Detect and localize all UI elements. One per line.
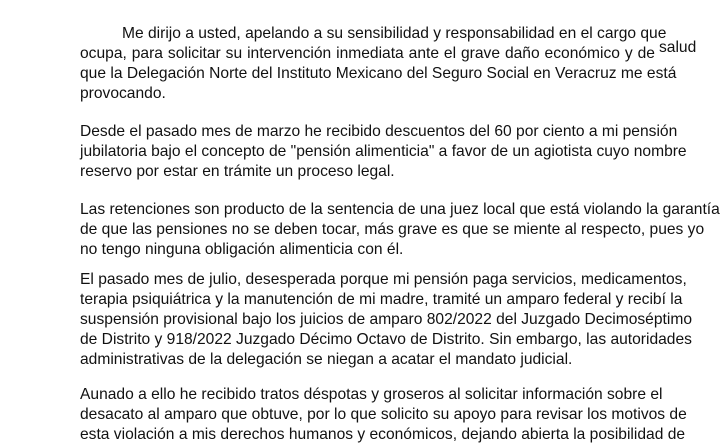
paragraph-line: esta violación a mis derechos humanos y económicos, dejando abierta la posibilidad de: [80, 426, 686, 443]
paragraph-3: [80, 200, 720, 260]
paragraph-line: no tengo ninguna obligación alimenticia con él.: [80, 241, 404, 258]
paragraph-line: administrativas de la delegación se niegan a acatar el mandato judicial.: [80, 351, 573, 368]
paragraph-line: Me dirijo a usted, apelando a su sensibilidad y responsabilidad en el cargo que: [122, 25, 667, 42]
paragraph-line: Las retenciones son producto de la sentencia de una juez local que está violando la garantía: [80, 201, 720, 218]
paragraph-line: ocupa, para solicitar su intervención inmediata ante el grave daño económico y de: [80, 45, 655, 62]
paragraph-line: provocando.: [80, 85, 166, 102]
paragraph-1: [80, 24, 697, 104]
paragraph-2: [80, 122, 687, 182]
paragraph-line: de Distrito y 918/2022 Juzgado Décimo Octavo de Distrito. Sin embargo, las autoridades: [80, 331, 692, 348]
paragraph-line: El pasado mes de julio, desesperada porque mi pensión paga servicios, medicamentos,: [80, 271, 687, 288]
paragraph-line-with-raised-word: [80, 39, 697, 64]
paragraph-line: de que las pensiones no se deben tocar, más grave es que se miente al respecto, pues yo: [80, 221, 705, 238]
paragraph-line: jubilatoria bajo el concepto de "pensión alimenticia" a favor de un agiotista cuyo nombre: [80, 143, 687, 160]
paragraph-line: terapia psiquiátrica y la manutención de mi madre, tramité un amparo federal y recibí la: [80, 291, 683, 308]
paragraph-line: suspensión provisional bajo los juicios de amparo 802/2022 del Juzgado Decimoséptimo: [80, 311, 692, 328]
paragraph-line: que la Delegación Norte del Instituto Mexicano del Seguro Social en Veracruz me está: [80, 65, 677, 82]
paragraph-line: Aunado a ello he recibido tratos déspotas y groseros al solicitar información sobre el: [80, 386, 663, 403]
raised-word: salud: [658, 39, 697, 56]
paragraph-5: [80, 385, 687, 445]
paragraph-4: [80, 270, 692, 370]
paragraph-line: Desde el pasado mes de marzo he recibido descuentos del 60 por ciento a mi pensión: [80, 123, 678, 140]
paragraph-line: desacato al amparo que obtuve, por lo que solicito su apoyo para revisar los motivos de: [80, 406, 687, 423]
paragraph-line: reservo por estar en trámite un proceso legal.: [80, 163, 395, 180]
